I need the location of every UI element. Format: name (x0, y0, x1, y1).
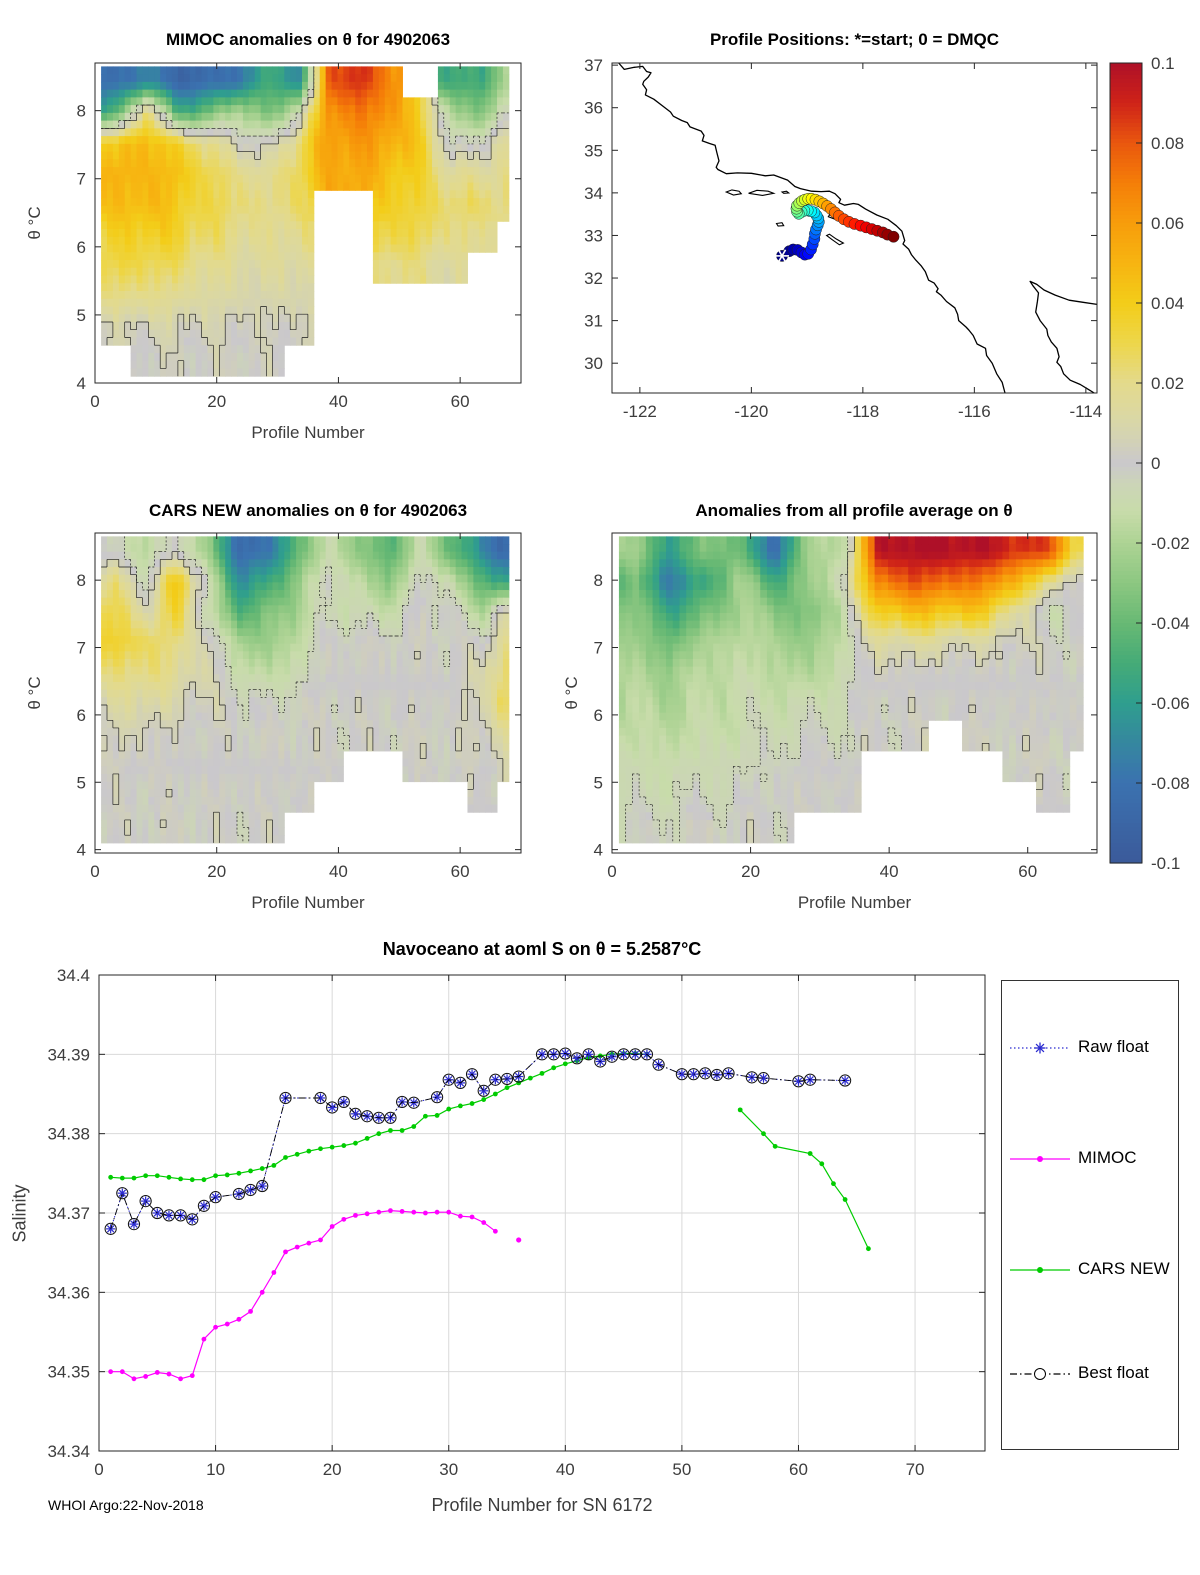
legend-label-best-float: Best float (1078, 1363, 1149, 1382)
line-chart-salinity (20, 960, 1000, 1505)
footer-text: WHOI Argo:22-Nov-2018 (48, 1497, 204, 1513)
y-axis-label-top-left: θ °C (25, 206, 44, 240)
colorbar-tick-label: 0.08 (1151, 134, 1185, 153)
y-axis-label-salinity: Salinity (9, 1184, 30, 1243)
legend-entry-best-float (1002, 1362, 1178, 1386)
legend-sample-best-float (1008, 1363, 1072, 1385)
panel-title-cars-anomalies: CARS NEW anomalies on θ for 4902063 (148, 501, 468, 520)
series-best-float (105, 1048, 851, 1235)
svg-text:-120: -120 (734, 402, 769, 421)
heatmap-cells (101, 536, 509, 843)
heatmap-all-profile-anomalies (547, 520, 1112, 920)
x-axis-label-mid-right: Profile Number (797, 893, 912, 912)
axes-frame (47, 966, 985, 1479)
colorbar-tick-label: -0.08 (1151, 774, 1190, 793)
legend-sample-raw-float (1008, 1037, 1072, 1059)
legend-sample-mimoc (1008, 1148, 1072, 1170)
legend-entry-mimoc (1002, 1147, 1178, 1171)
panel-title-salinity: Navoceano at aoml S on θ = 5.2587°C (382, 939, 702, 959)
svg-text:30: 30 (584, 354, 603, 374)
legend-entry-cars-new (1002, 1258, 1178, 1282)
svg-text:4: 4 (76, 374, 86, 393)
svg-text:36: 36 (584, 98, 603, 118)
svg-text:-122: -122 (622, 402, 657, 421)
svg-text:35: 35 (584, 141, 603, 161)
y-axis-label-mid-right: θ °C (562, 676, 581, 710)
colorbar-tick-label: -0.1 (1151, 854, 1181, 873)
legend-label-cars-new: CARS NEW (1078, 1259, 1170, 1278)
colorbar-tick-label: -0.04 (1151, 614, 1190, 633)
svg-text:32: 32 (584, 269, 603, 289)
colorbar-tick-label: 0.1 (1151, 55, 1175, 73)
svg-text:40: 40 (328, 392, 348, 411)
axes-frame (584, 56, 1102, 421)
svg-text:-114: -114 (1069, 402, 1103, 421)
colorbar-tick-label: 0.02 (1151, 374, 1185, 393)
svg-text:37: 37 (584, 56, 603, 76)
legend-entry-raw-float (1002, 1036, 1178, 1060)
svg-text:33: 33 (584, 226, 603, 246)
svg-text:60: 60 (450, 392, 470, 411)
heatmap-cells (619, 536, 1084, 843)
panel-title-profile-positions: Profile Positions: *=start; 0 = DMQC (709, 30, 1000, 49)
colorbar (1100, 55, 1200, 885)
legend-label-raw-float: Raw float (1078, 1037, 1149, 1056)
heatmap-cells (101, 66, 509, 376)
y-axis-label-mid-left: θ °C (25, 676, 44, 710)
svg-text:6: 6 (76, 237, 86, 257)
svg-text:-118: -118 (846, 402, 880, 421)
x-axis-label-mid-left: Profile Number (251, 893, 365, 912)
panel-title-mimoc-anomalies: MIMOC anomalies on θ for 4902063 (165, 30, 451, 49)
legend-box (1001, 980, 1179, 1450)
colorbar-tick-label: -0.06 (1151, 694, 1190, 713)
colorbar-tick-label: 0.06 (1151, 214, 1185, 233)
x-axis-label-bottom: Profile Number for SN 6172 (431, 1495, 653, 1515)
series-mimoc (108, 1208, 521, 1381)
svg-text:7: 7 (76, 169, 86, 189)
svg-text:34: 34 (584, 183, 603, 203)
svg-text:5: 5 (76, 305, 86, 325)
legend-sample-cars-new (1008, 1259, 1072, 1281)
x-axis-label-top-left: Profile Number (251, 423, 365, 442)
colorbar-tick-label: 0 (1151, 454, 1161, 473)
heatmap-mimoc-anomalies (30, 50, 530, 470)
panel-title-all-profile-anomalies: Anomalies from all profile average on θ (695, 501, 1013, 520)
svg-text:8: 8 (76, 101, 86, 121)
svg-text:20: 20 (207, 392, 227, 411)
float-track (776, 193, 899, 261)
colorbar-tick-label: 0.04 (1151, 294, 1185, 313)
svg-text:31: 31 (584, 311, 603, 331)
legend-label-mimoc: MIMOC (1078, 1148, 1137, 1167)
colorbar-tick-label: -0.02 (1151, 534, 1190, 553)
svg-text:0: 0 (90, 392, 100, 411)
svg-text:-116: -116 (957, 402, 991, 421)
heatmap-cars-anomalies (30, 520, 530, 920)
series-raw-float (106, 1049, 850, 1234)
